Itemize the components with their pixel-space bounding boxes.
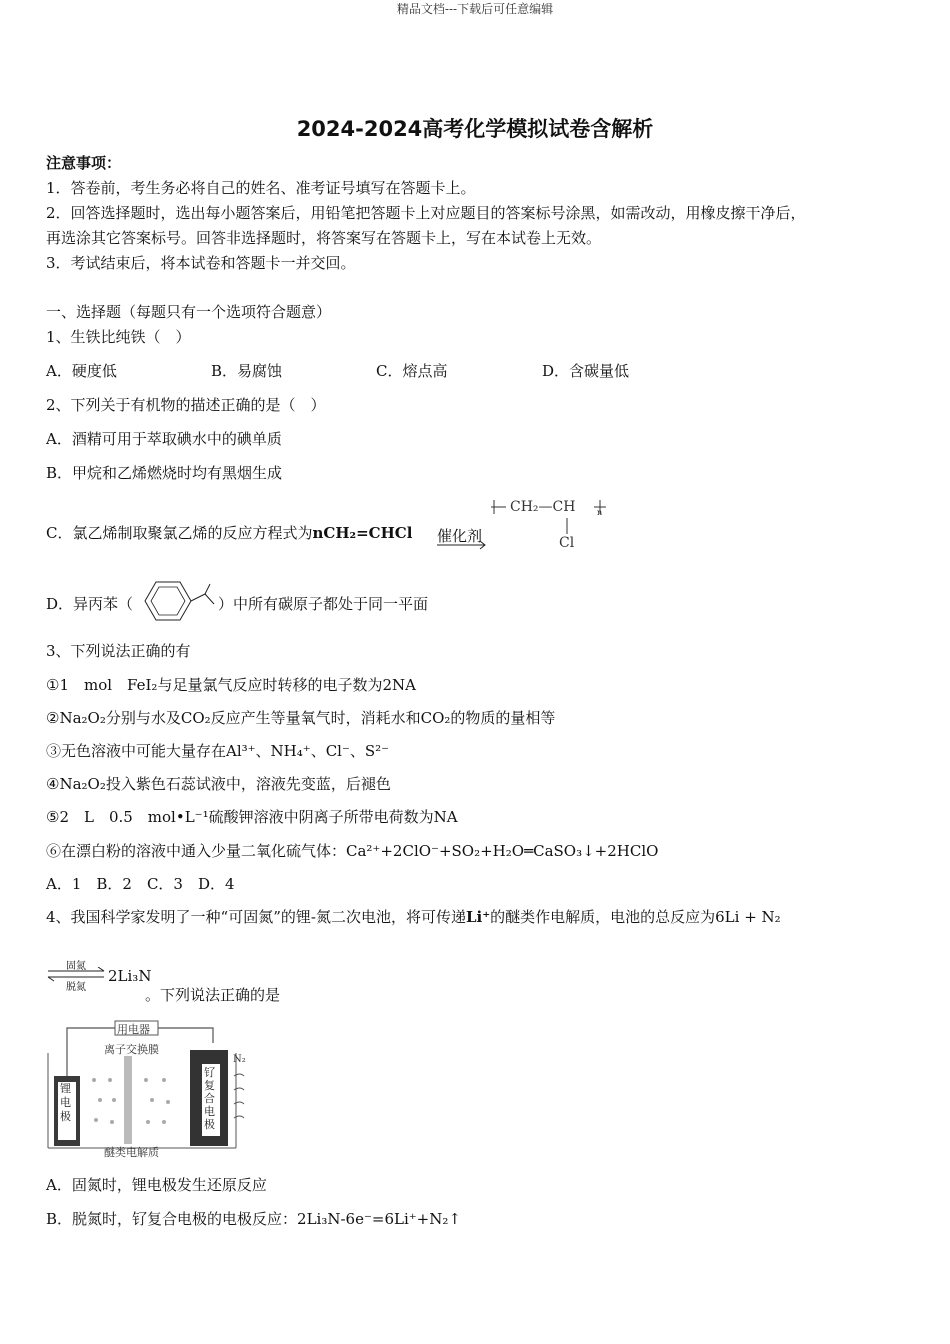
section-heading: 一、选择题（每题只有一个选项符合题意）	[46, 303, 332, 321]
polymer-cl: Cl	[559, 535, 575, 551]
notice-item-1: 1．答卷前，考生务必将自己的姓名、准考证号填写在答题卡上。	[46, 179, 476, 197]
arrow-label-top: 固氮	[66, 961, 86, 972]
q2-option-c-text: C．氯乙烯制取聚氯乙烯的反应方程式为	[46, 524, 313, 542]
lithium-electrode-label: 锂电极	[60, 1082, 71, 1123]
q3-stem: 3、下列说法正确的有	[46, 642, 191, 660]
polymer-n: n	[597, 508, 603, 517]
q4-option-a: A．固氮时，锂电极发生还原反应	[46, 1176, 267, 1194]
q1-stem: 1、生铁比纯铁（ ）	[46, 328, 191, 346]
q4-reaction-left: 6Li + N₂	[715, 908, 781, 926]
ruthenium-electrode-label: 钌复合电极	[204, 1066, 215, 1131]
q4-stem	[46, 906, 781, 927]
page-header: 精品文档---下载后可任意编辑	[396, 2, 554, 16]
q2-option-b: B．甲烷和乙烯燃烧时均有黑烟生成	[46, 464, 283, 482]
q3-item-4: ④Na₂O₂投入紫色石蕊试液中，溶液先变蓝，后褪色	[46, 775, 391, 793]
q1-option-a: A．硬度低	[46, 362, 117, 380]
notice-item-2-cont: 再选涂其它答案标号。回答非选择题时，将答案写在答题卡上，写在本试卷上无效。	[46, 229, 602, 247]
catalyst-label: 催化剂	[437, 527, 483, 545]
q3-item-3: ③无色溶液中可能大量存在Al³⁺、NH₄⁺、Cl⁻、S²⁻	[46, 742, 390, 760]
q1-options	[46, 360, 629, 381]
q2-option-c	[46, 522, 412, 543]
q2-option-d-text: D．异丙苯（	[46, 595, 134, 613]
notice-heading: 注意事项：	[46, 154, 122, 172]
q1-option-d: D．含碳量低	[542, 362, 630, 380]
device-label: 用电器	[117, 1023, 150, 1036]
q4-li-ion: Li⁺	[465, 908, 491, 926]
nitrogen-label: N₂	[233, 1054, 246, 1065]
q3-item-5: ⑤2 L 0.5 mol•L⁻¹硫酸钾溶液中阴离子所带电荷数为NA	[46, 808, 458, 826]
isopropylbenzene-structure	[140, 578, 220, 624]
q3-options: A．1 B．2 C．3 D．4	[46, 875, 235, 893]
arrow-label-bottom: 脱氮	[66, 982, 86, 993]
q3-item-1: ①1 mol FeI₂与足量氯气反应时转移的电子数为2NA	[46, 676, 416, 694]
reaction-arrow	[437, 540, 489, 550]
battery-diagram	[40, 1018, 270, 1160]
q2-option-a: A．酒精可用于萃取碘水中的碘单质	[46, 430, 282, 448]
notice-item-3: 3．考试结束后，将本试卷和答题卡一并交回。	[46, 254, 356, 272]
q1-option-b: B．易腐蚀	[211, 362, 283, 380]
battery-diagram-lines	[40, 1018, 270, 1160]
exam-title: 2024-2024高考化学模拟试卷含解析	[296, 117, 654, 141]
q1-option-c: C．熔点高	[376, 362, 448, 380]
q2-option-c-formula: nCH₂=CHCl	[312, 524, 413, 542]
q2-stem: 2、下列关于有机物的描述正确的是（ ）	[46, 396, 326, 414]
notice-item-2: 2．回答选择题时，选出每小题答案后，用铅笔把答题卡上对应题目的答案标号涂黑，如需改动，用橡皮擦干净后，	[46, 204, 806, 222]
q4-stem-part-1: 4、我国科学家发明了一种“可固氮”的锂-氮二次电池，将可传递	[46, 908, 466, 926]
membrane-label: 离子交换膜	[104, 1043, 159, 1056]
electrolyte-label: 醚类电解质	[104, 1146, 159, 1159]
q3-item-2: ②Na₂O₂分别与水及CO₂反应产生等量氧气时，消耗水和CO₂的物质的量相等	[46, 709, 556, 727]
q4-option-b: B．脱氮时，钌复合电极的电极反应：2Li₃N-6e⁻=6Li⁺+N₂↑	[46, 1210, 461, 1228]
q4-stem-part-2: 的醚类作电解质，电池的总反应为	[490, 908, 716, 926]
q4-reaction-right: 2Li₃N	[108, 967, 152, 985]
polymer-backbone: CH₂—CH	[510, 499, 576, 515]
q4-stem-end: 。下列说法正确的是	[145, 986, 281, 1004]
q2-option-d	[46, 593, 428, 614]
q2-option-d-text-end: ）中所有碳原子都处于同一平面	[218, 595, 429, 613]
q3-item-6: ⑥在漂白粉的溶液中通入少量二氧化硫气体：Ca²⁺+2ClO⁻+SO₂+H₂O═CaSO₃↓+2HClO	[46, 842, 659, 860]
